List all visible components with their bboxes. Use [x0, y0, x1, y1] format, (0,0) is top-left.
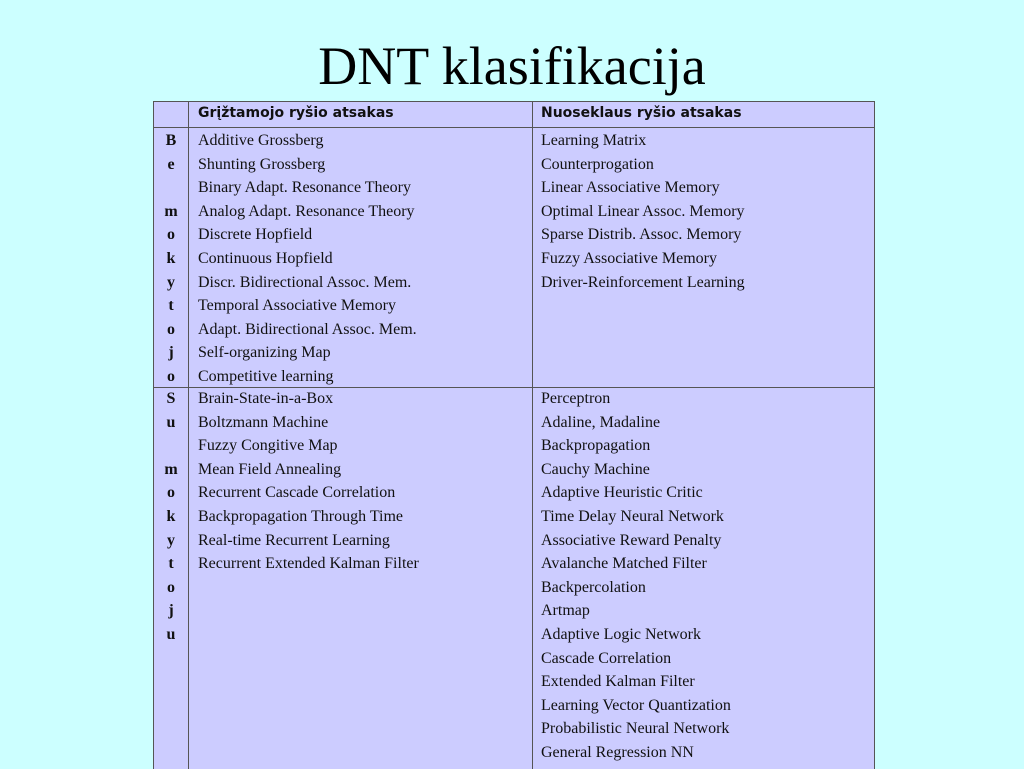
vertical-letter: o: [167, 320, 175, 338]
header-divider: [154, 127, 874, 128]
table-cell: Avalanche Matched Filter: [541, 555, 707, 573]
section2-feedback-list: [198, 387, 419, 576]
section2-feedforward-list: [541, 387, 731, 765]
table-cell: Adapt. Bidirectional Assoc. Mem.: [198, 320, 417, 338]
table-cell: Cauchy Machine: [541, 460, 650, 478]
classification-table: [153, 101, 875, 769]
table-cell: Time Delay Neural Network: [541, 507, 724, 525]
table-cell: Boltzmann Machine: [198, 413, 329, 431]
vertical-letter: [154, 176, 188, 200]
vertical-letter: m: [164, 460, 178, 478]
table-cell: Discr. Bidirectional Assoc. Mem.: [198, 273, 412, 291]
table-cell: Probabilistic Neural Network: [541, 720, 730, 738]
section2-vertical-label: [154, 387, 188, 647]
section1-feedforward-list: [541, 129, 745, 294]
table-cell: Fuzzy Congitive Map: [198, 437, 338, 455]
table-cell: Backpropagation: [541, 437, 651, 455]
table-cell: Counterprogation: [541, 155, 654, 173]
column-divider: [188, 102, 189, 769]
table-cell: Recurrent Extended Kalman Filter: [198, 555, 419, 573]
vertical-letter: o: [167, 578, 175, 596]
vertical-letter: o: [167, 367, 175, 385]
header-feedforward: Nuoseklaus ryšio atsakas: [541, 105, 742, 121]
vertical-letter: e: [167, 155, 175, 173]
vertical-letter: B: [165, 132, 177, 149]
section1-vertical-label: [154, 129, 188, 389]
table-cell: General Regression NN: [541, 743, 694, 761]
table-cell: Recurrent Cascade Correlation: [198, 484, 396, 502]
table-cell: Optimal Linear Assoc. Memory: [541, 202, 745, 220]
column-divider: [532, 102, 533, 769]
vertical-letter: j: [168, 344, 174, 362]
vertical-letter: k: [166, 249, 176, 267]
vertical-letter: u: [166, 413, 176, 431]
vertical-letter: o: [167, 226, 175, 244]
table-cell: Learning Vector Quantization: [541, 696, 731, 714]
table-cell: Driver-Reinforcement Learning: [541, 273, 745, 291]
table-cell: Linear Associative Memory: [541, 179, 720, 197]
table-cell: Binary Adapt. Resonance Theory: [198, 179, 411, 197]
table-cell: Associative Reward Penalty: [541, 531, 722, 549]
vertical-letter: j: [168, 602, 174, 620]
table-cell: Brain-State-in-a-Box: [198, 390, 334, 407]
table-cell: Competitive learning: [198, 367, 334, 385]
table-cell: Continuous Hopfield: [198, 249, 333, 267]
vertical-letter: u: [166, 625, 176, 643]
table-cell: Backpercolation: [541, 578, 646, 596]
slide-title: DNT klasifikacija: [318, 36, 706, 96]
table-cell: Mean Field Annealing: [198, 460, 342, 478]
header-feedback: Grįžtamojo ryšio atsakas: [198, 105, 394, 121]
vertical-letter: t: [168, 555, 174, 573]
table-cell: Learning Matrix: [541, 132, 647, 149]
vertical-letter: m: [164, 202, 178, 220]
vertical-letter: S: [166, 390, 176, 407]
table-cell: Real-time Recurrent Learning: [198, 531, 390, 549]
vertical-letter: k: [166, 507, 176, 525]
table-cell: Analog Adapt. Resonance Theory: [198, 202, 415, 220]
table-cell: Fuzzy Associative Memory: [541, 249, 717, 267]
vertical-letter: o: [167, 484, 175, 502]
table-cell: Shunting Grossberg: [198, 155, 326, 173]
table-cell: Artmap: [541, 602, 590, 620]
table-cell: Cascade Correlation: [541, 649, 672, 667]
table-cell: Sparse Distrib. Assoc. Memory: [541, 226, 742, 244]
vertical-letter: y: [167, 273, 175, 291]
table-cell: Extended Kalman Filter: [541, 673, 695, 691]
table-cell: Temporal Associative Memory: [198, 297, 396, 315]
table-cell: Discrete Hopfield: [198, 226, 313, 244]
vertical-letter: [154, 434, 188, 458]
table-cell: Self-organizing Map: [198, 344, 331, 362]
table-cell: Adaptive Heuristic Critic: [541, 484, 703, 502]
table-cell: Additive Grossberg: [198, 132, 324, 149]
table-cell: Adaline, Madaline: [541, 413, 661, 431]
section1-feedback-list: [198, 129, 417, 389]
vertical-letter: y: [167, 531, 175, 549]
table-cell: Adaptive Logic Network: [541, 625, 701, 643]
vertical-letter: t: [168, 297, 174, 315]
table-cell: Perceptron: [541, 390, 611, 407]
table-cell: Backpropagation Through Time: [198, 507, 404, 525]
